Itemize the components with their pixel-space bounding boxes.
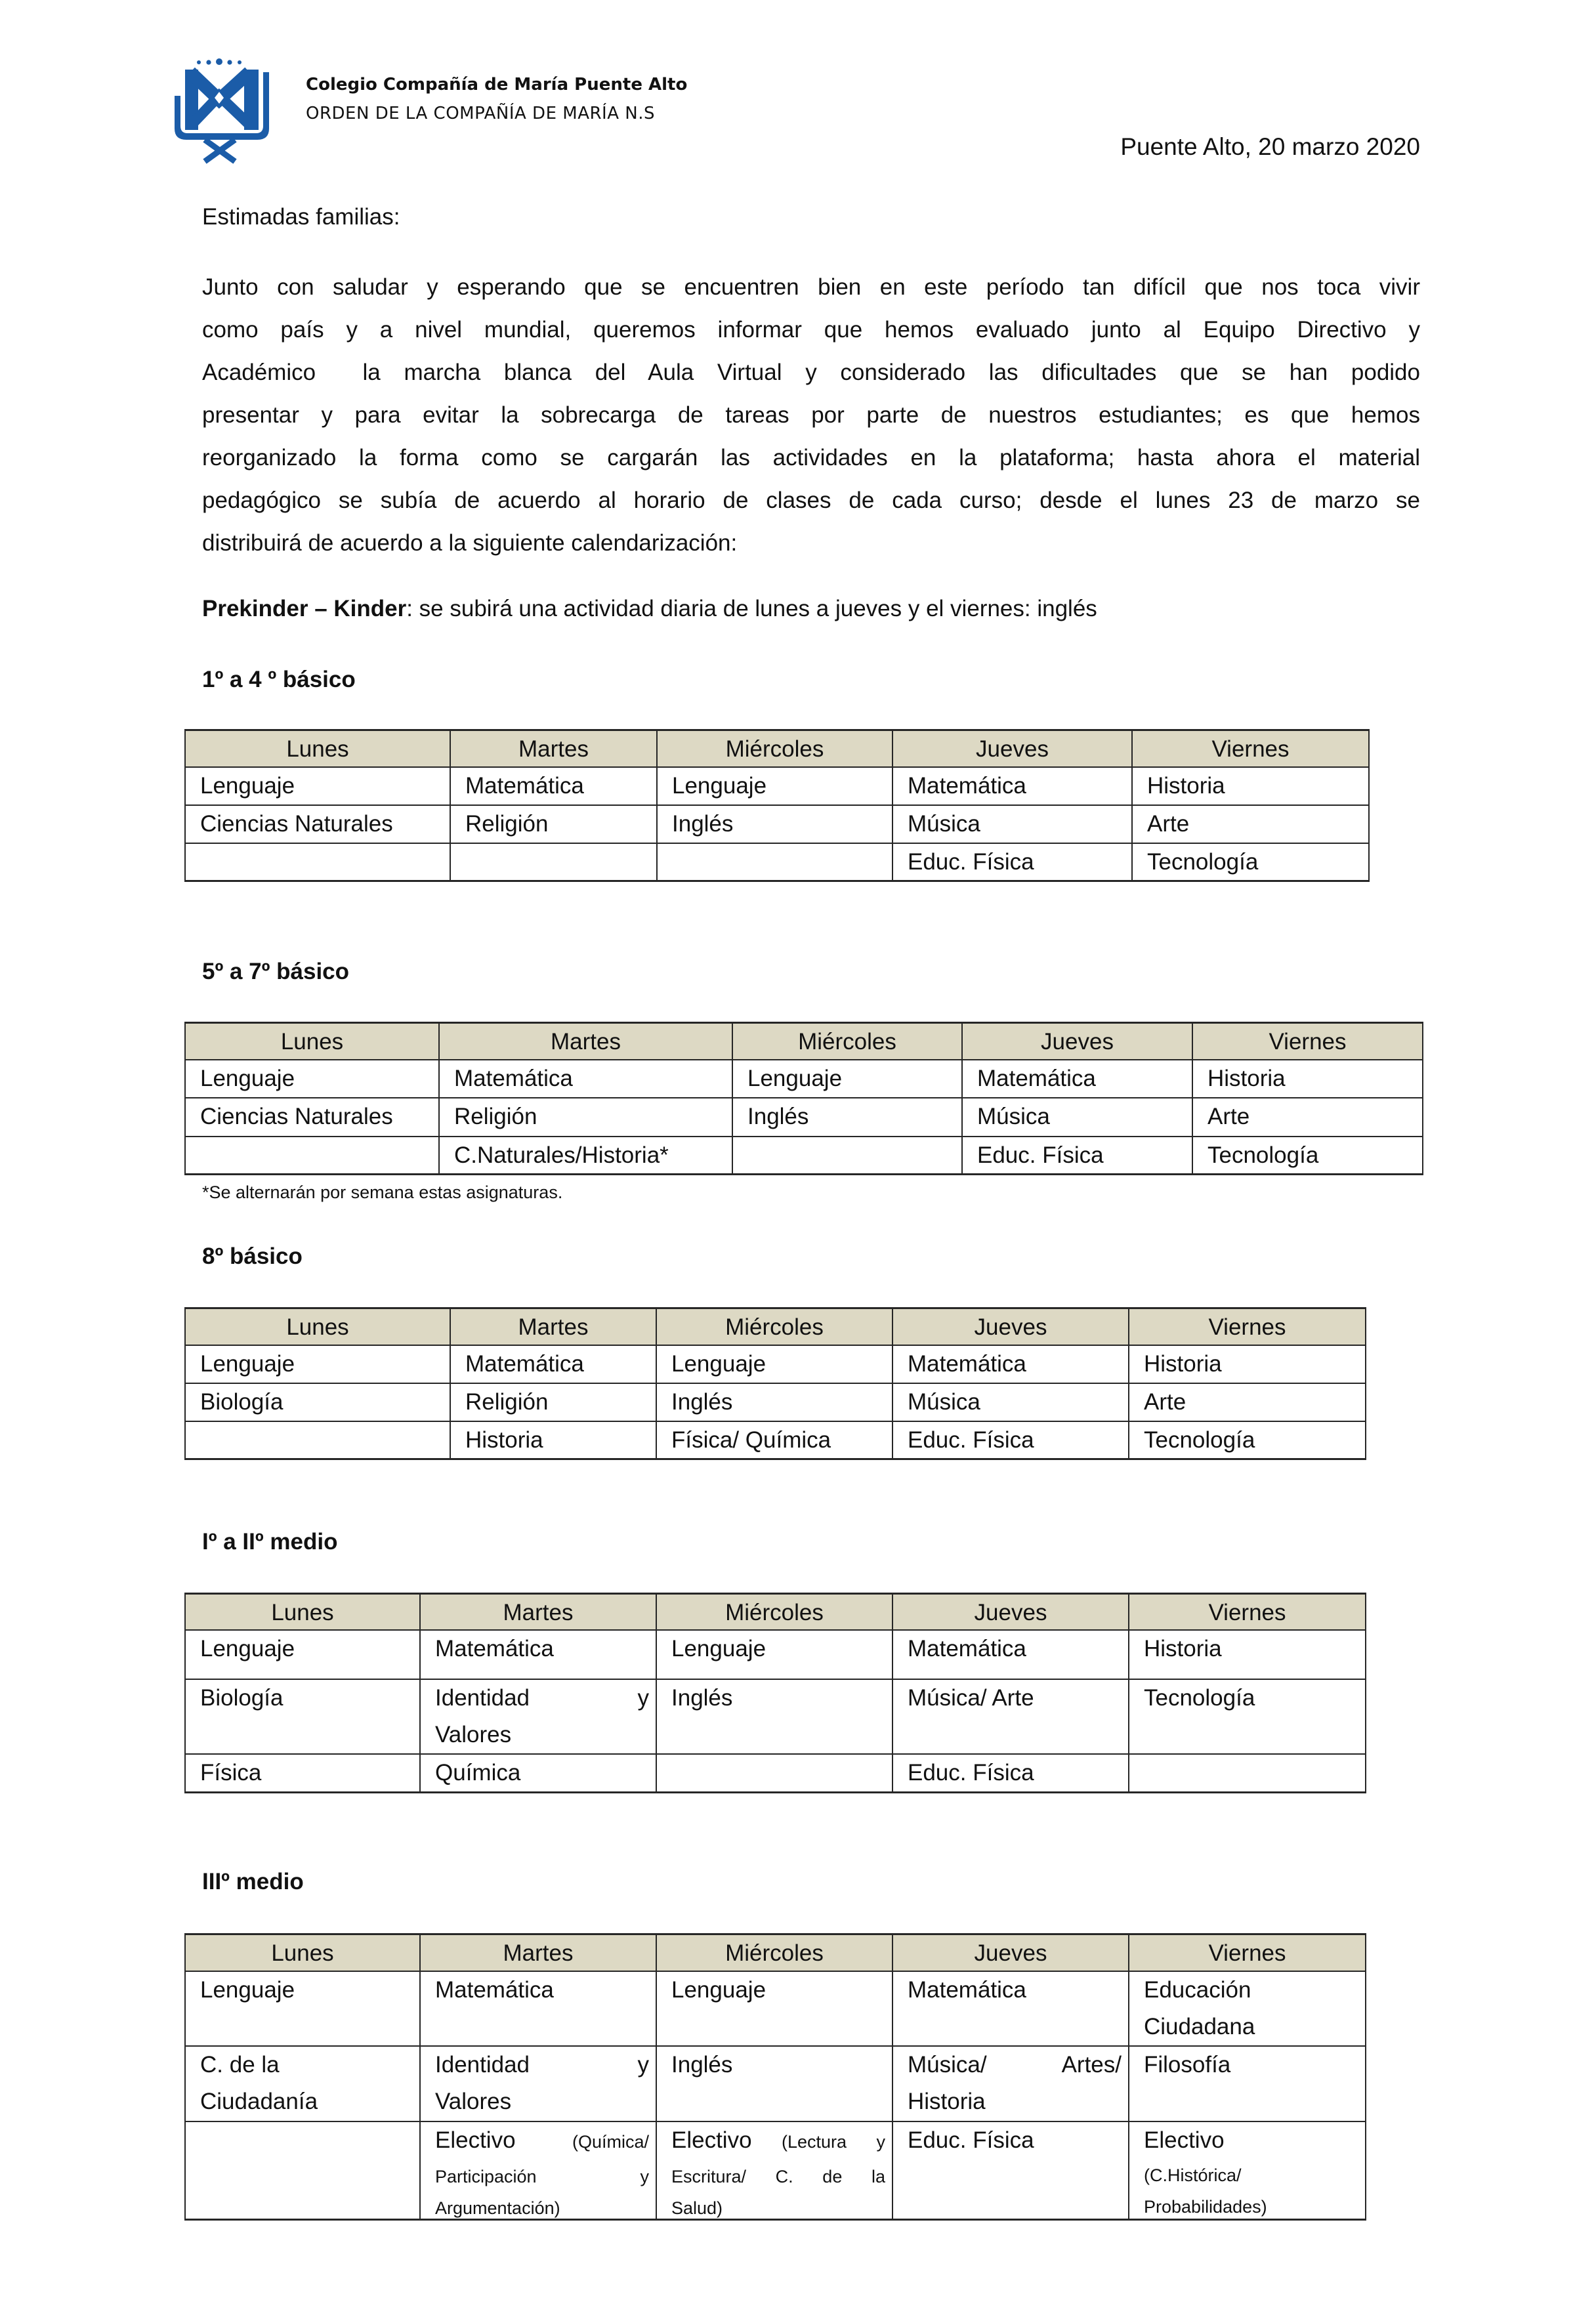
cell-text: Matemática	[435, 1977, 554, 2003]
cell-text: Inglés	[672, 811, 734, 837]
cell-text: Ciencias Naturales	[200, 1104, 393, 1129]
table-cell	[186, 844, 451, 882]
cell-text: Salud)	[671, 2198, 723, 2218]
table-cell	[421, 2122, 657, 2221]
table-cell	[451, 1422, 657, 1460]
cell-text: Lenguaje	[200, 1066, 295, 1091]
cell-text: Inglés	[671, 2052, 733, 2078]
cell-text: Argumentación)	[435, 2198, 560, 2218]
prekinder-note	[202, 593, 1097, 625]
cell-text: Música	[977, 1104, 1050, 1129]
cell-text: Matemática	[908, 1977, 1026, 2003]
cell-line	[1144, 2190, 1358, 2221]
column-header: Jueves	[893, 1595, 1129, 1631]
intro-line: reorganizado la forma como se cargarán las actividades en la plataforma; hasta ahora el material	[202, 445, 1420, 470]
table-cell	[1129, 1422, 1366, 1460]
cell-line	[435, 2122, 649, 2160]
table-cell	[421, 1680, 657, 1755]
cell-text: (C.Histórica/	[1144, 2165, 1242, 2185]
table-cell	[893, 1680, 1129, 1755]
schedule-heading-5-7-basico: 5º a 7º básico	[202, 959, 350, 984]
cell-text: Música	[908, 811, 980, 837]
cell-text: Lenguaje	[671, 1977, 766, 2003]
column-header: Lunes	[186, 1024, 440, 1060]
table-cell	[658, 844, 893, 882]
cell-text: Valores	[435, 1722, 512, 1747]
cell-line	[671, 2192, 885, 2221]
table-cell	[963, 1137, 1193, 1175]
cell-text: Física	[200, 1760, 262, 1786]
cell-text: Participación y	[435, 2167, 649, 2186]
cell-line	[435, 2160, 649, 2192]
cell-text: Física/ Química	[671, 1427, 831, 1453]
cell-line	[671, 2160, 885, 2192]
table-cell	[186, 1422, 451, 1460]
column-header: Viernes	[1129, 1935, 1366, 1972]
table-cell	[451, 768, 658, 806]
cell-text: Matemática	[465, 773, 584, 799]
cell-line	[435, 2192, 649, 2221]
column-header: Jueves	[963, 1024, 1193, 1060]
cell-text: Matemática	[454, 1066, 573, 1091]
cell-text: Electivo	[1144, 2127, 1225, 2153]
column-header: Viernes	[1129, 1309, 1366, 1346]
column-header: Lunes	[186, 1595, 421, 1631]
table-cell	[658, 768, 893, 806]
cell-text: Religión	[454, 1104, 537, 1129]
cell-text: Lenguaje	[671, 1636, 766, 1661]
table-cell	[186, 1631, 421, 1680]
cell-text: Historia	[908, 2089, 986, 2114]
table-cell	[421, 2047, 657, 2122]
schedule-footnote: *Se alternarán por semana estas asignaturas.	[202, 1182, 563, 1202]
schedule-heading-iii-medio: IIIº medio	[202, 1869, 304, 1894]
column-header: Miércoles	[657, 1595, 893, 1631]
intro-line: Junto con saludar y esperando que se encuentren bien en este período tan difícil que nos toca vivir	[202, 274, 1420, 300]
cell-text: Historia	[1147, 773, 1225, 799]
cell-text: Música/ Artes/	[908, 2052, 1122, 2078]
schedule-table-i-ii-medio	[184, 1593, 1366, 1793]
table-cell	[186, 2047, 421, 2122]
table-cell	[1129, 1384, 1366, 1422]
table-cell	[1133, 844, 1370, 882]
column-header: Viernes	[1193, 1024, 1423, 1060]
column-header: Martes	[451, 731, 658, 768]
column-header: Lunes	[186, 731, 451, 768]
cell-line	[435, 2083, 649, 2120]
cell-text: C. de la	[200, 2052, 280, 2078]
cell-text: Arte	[1208, 1104, 1250, 1129]
cell-text: Educación	[1144, 1977, 1251, 2003]
cell-text: Arte	[1147, 811, 1190, 837]
cell-text: Historia	[465, 1427, 543, 1453]
intro-line: pedagógico se subía de acuerdo al horario de clases de cada curso; desde el lunes 23 de marzo se	[202, 488, 1420, 513]
table-cell	[186, 1755, 421, 1793]
cell-text: Electivo	[435, 2127, 516, 2153]
cell-text: Biología	[200, 1389, 284, 1415]
column-header: Martes	[421, 1935, 657, 1972]
table-cell	[657, 2047, 893, 2122]
cell-text: Tecnología	[1144, 1427, 1255, 1453]
table-cell	[186, 806, 451, 844]
table-cell	[893, 2122, 1129, 2221]
table-cell	[1133, 768, 1370, 806]
table-cell	[657, 1755, 893, 1793]
table-cell	[963, 1060, 1193, 1098]
table-cell	[421, 1755, 657, 1793]
column-header: Martes	[451, 1309, 657, 1346]
cell-line	[1144, 2122, 1358, 2159]
column-header: Martes	[421, 1595, 657, 1631]
cell-line	[1144, 2009, 1358, 2045]
table-cell	[1129, 1755, 1366, 1793]
date-line: Puente Alto, 20 marzo 2020	[1120, 133, 1420, 160]
cell-text: Probabilidades)	[1144, 2197, 1267, 2217]
table-cell	[451, 806, 658, 844]
cell-text: (Química/	[515, 2132, 649, 2152]
cell-text: Lenguaje	[672, 773, 767, 799]
column-header: Lunes	[186, 1935, 421, 1972]
table-cell	[451, 1346, 657, 1384]
schedule-table-8-basico	[184, 1307, 1366, 1460]
table-cell	[657, 2122, 893, 2221]
table-cell	[186, 1098, 440, 1137]
cell-line	[908, 2083, 1122, 2120]
cell-text: Lenguaje	[200, 1351, 295, 1377]
table-cell	[893, 1972, 1129, 2047]
schedule-heading-i-ii-medio: Iº a IIº medio	[202, 1529, 338, 1555]
table-cell	[893, 2047, 1129, 2122]
cell-line	[435, 2047, 649, 2083]
schedule-table-1-4-basico	[184, 729, 1370, 882]
cell-text: Identidad y	[435, 2052, 649, 2078]
table-cell	[657, 1346, 893, 1384]
table-cell	[893, 806, 1133, 844]
table-cell	[440, 1060, 733, 1098]
cell-text: Filosofía	[1144, 2052, 1231, 2078]
order-name: ORDEN DE LA COMPAÑÍA DE MARÍA N.S	[306, 104, 655, 123]
table-cell	[186, 1137, 440, 1175]
cell-line	[1144, 1972, 1358, 2009]
cell-line	[200, 2047, 413, 2083]
table-cell	[421, 1972, 657, 2047]
cell-text: Matemática	[908, 1351, 1026, 1377]
intro-line: presentar y para evitar la sobrecarga de tareas por parte de nuestros estudiantes; es que hemos	[202, 402, 1420, 428]
table-cell	[657, 1972, 893, 2047]
column-header: Miércoles	[657, 1935, 893, 1972]
table-cell	[893, 1422, 1129, 1460]
column-header: Jueves	[893, 731, 1133, 768]
table-cell	[1193, 1098, 1423, 1137]
cell-text: Tecnología	[1144, 1685, 1255, 1711]
table-cell	[963, 1098, 1193, 1137]
cell-line	[671, 2122, 885, 2160]
cell-text: Matemática	[908, 773, 1026, 799]
table-cell	[657, 1680, 893, 1755]
table-cell	[893, 1346, 1129, 1384]
table-cell	[440, 1098, 733, 1137]
cell-text: Educ. Física	[977, 1142, 1104, 1168]
cell-text: Matemática	[465, 1351, 584, 1377]
table-cell	[186, 1384, 451, 1422]
table-cell	[733, 1098, 963, 1137]
table-cell	[186, 1060, 440, 1098]
cell-text: Religión	[465, 811, 549, 837]
cell-text: Escritura/ C. de la	[671, 2167, 885, 2186]
table-cell	[658, 806, 893, 844]
cell-text: Inglés	[747, 1104, 809, 1129]
cell-text: Educ. Física	[908, 1760, 1034, 1786]
column-header: Miércoles	[657, 1309, 893, 1346]
table-cell	[186, 2122, 421, 2221]
schedule-table-iii-medio	[184, 1933, 1366, 2221]
table-cell	[1129, 1346, 1366, 1384]
table-cell	[440, 1137, 733, 1175]
table-cell	[1129, 1680, 1366, 1755]
table-cell	[1129, 2047, 1366, 2122]
intro-line: distribuirá de acuerdo a la siguiente calendarización:	[202, 530, 738, 556]
table-cell	[421, 1631, 657, 1680]
cell-text: Historia	[1208, 1066, 1286, 1091]
column-header: Martes	[440, 1024, 733, 1060]
table-cell	[1129, 2122, 1366, 2221]
table-cell	[733, 1137, 963, 1175]
greeting: Estimadas familias:	[202, 204, 400, 230]
table-cell	[893, 1631, 1129, 1680]
cell-text: Ciencias Naturales	[200, 811, 393, 837]
cell-text: Historia	[1144, 1351, 1222, 1377]
column-header: Jueves	[893, 1935, 1129, 1972]
table-cell	[733, 1060, 963, 1098]
table-cell	[1129, 1631, 1366, 1680]
table-cell	[186, 768, 451, 806]
cell-text: Matemática	[908, 1636, 1026, 1661]
table-cell	[186, 1972, 421, 2047]
cell-text: Religión	[465, 1389, 549, 1415]
cell-text: Educ. Física	[908, 849, 1034, 875]
table-cell	[893, 844, 1133, 882]
column-header: Miércoles	[658, 731, 893, 768]
cell-text: Matemática	[977, 1066, 1096, 1091]
cell-text: Lenguaje	[671, 1351, 766, 1377]
schedule-heading-8-basico: 8º básico	[202, 1243, 303, 1269]
school-name: Colegio Compañía de María Puente Alto	[306, 75, 688, 94]
column-header: Lunes	[186, 1309, 451, 1346]
cell-text: Tecnología	[1208, 1142, 1319, 1168]
cell-text: Educ. Física	[908, 2127, 1034, 2153]
table-cell	[1193, 1060, 1423, 1098]
table-cell	[186, 1680, 421, 1755]
column-header: Viernes	[1129, 1595, 1366, 1631]
table-cell	[893, 768, 1133, 806]
cell-text: Ciudadanía	[200, 2089, 318, 2114]
school-crest-logo	[172, 56, 277, 167]
column-header: Jueves	[893, 1309, 1129, 1346]
cell-line	[908, 2047, 1122, 2083]
table-cell	[893, 1384, 1129, 1422]
cell-text: Biología	[200, 1685, 284, 1711]
table-cell	[451, 1384, 657, 1422]
cell-text: Ciudadana	[1144, 2014, 1255, 2039]
cell-text: Tecnología	[1147, 849, 1259, 875]
cell-text: Inglés	[671, 1685, 733, 1711]
crest-icon	[172, 56, 277, 167]
cell-text: Identidad y	[435, 1685, 649, 1711]
cell-text: Química	[435, 1760, 521, 1786]
prekinder-label: Prekinder – Kinder	[202, 596, 407, 621]
cell-line	[1144, 2159, 1358, 2190]
cell-line	[435, 1717, 649, 1753]
cell-text: Valores	[435, 2089, 512, 2114]
table-cell	[893, 1755, 1129, 1793]
cell-text: Matemática	[435, 1636, 554, 1661]
cell-line	[435, 1680, 649, 1717]
table-cell	[1133, 806, 1370, 844]
intro-line: como país y a nivel mundial, queremos informar que hemos evaluado junto al Equipo Directivo y	[202, 317, 1420, 343]
cell-text: Historia	[1144, 1636, 1222, 1661]
cell-text: C.Naturales/Historia*	[454, 1142, 669, 1168]
intro-line: Académico la marcha blanca del Aula Virtual y considerado las dificultades que se han podido	[202, 360, 1420, 385]
table-cell	[657, 1422, 893, 1460]
cell-text: Electivo	[671, 2127, 752, 2153]
cell-text: Lenguaje	[200, 773, 295, 799]
column-header: Miércoles	[733, 1024, 963, 1060]
cell-text: Lenguaje	[747, 1066, 843, 1091]
table-cell	[451, 844, 658, 882]
column-header: Viernes	[1133, 731, 1370, 768]
cell-text: Lenguaje	[200, 1636, 295, 1661]
intro-paragraph	[202, 266, 1420, 564]
cell-text: Música	[908, 1389, 980, 1415]
table-cell	[186, 1346, 451, 1384]
table-cell	[657, 1631, 893, 1680]
table-cell	[1129, 1972, 1366, 2047]
prekinder-text: : se subirá una actividad diaria de lunes a jueves y el viernes: inglés	[406, 596, 1097, 621]
cell-text: Inglés	[671, 1389, 733, 1415]
table-cell	[1193, 1137, 1423, 1175]
schedule-table-5-7-basico	[184, 1022, 1423, 1175]
cell-text: Arte	[1144, 1389, 1186, 1415]
schedule-heading-1-4-basico: 1º a 4 º básico	[202, 667, 356, 692]
cell-text: Lenguaje	[200, 1977, 295, 2003]
cell-text: Música/ Arte	[908, 1685, 1034, 1711]
cell-line	[200, 2083, 413, 2120]
cell-text: (Lectura y	[751, 2132, 885, 2152]
table-cell	[657, 1384, 893, 1422]
cell-text: Educ. Física	[908, 1427, 1034, 1453]
